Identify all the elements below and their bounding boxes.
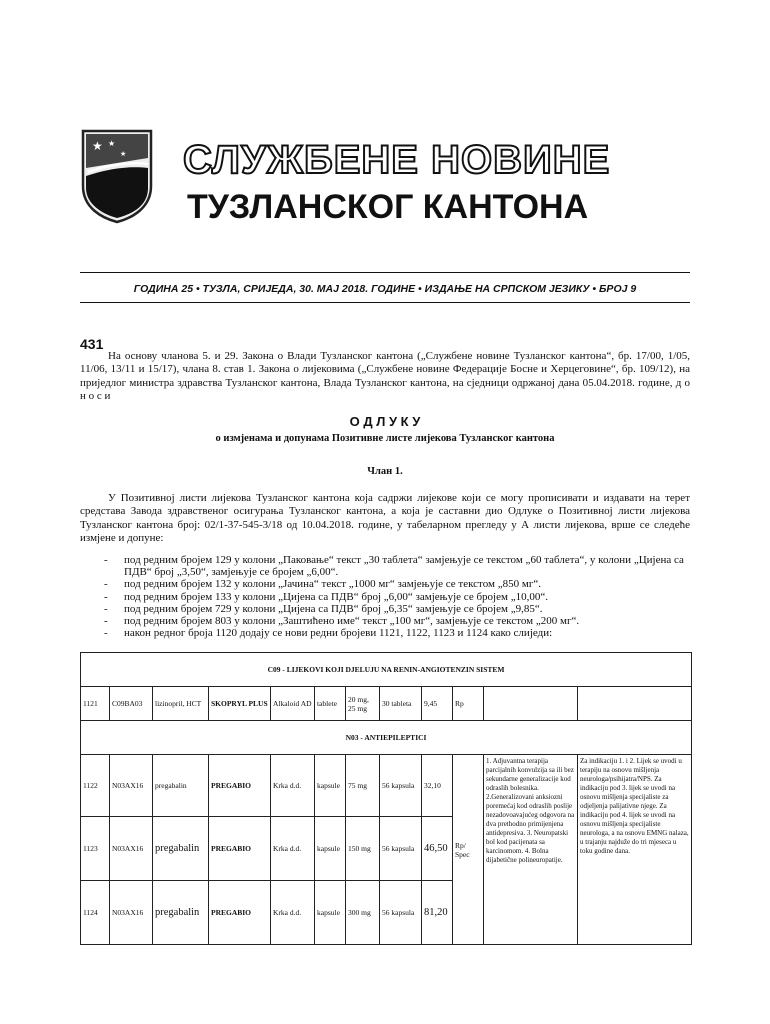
- cell-maker: Krka d.d.: [271, 817, 315, 881]
- svg-text:★: ★: [120, 150, 127, 158]
- cell-maker: Krka d.d.: [271, 755, 315, 817]
- cell-atc: N03AX16: [110, 755, 153, 817]
- cell-indications: 1. Adjuvantna terapija parcijalnih konvulzija sa ili bez sekundarne generalizacije kod odraslih bolesnika. 2.Generalizovani anksiozni poremećaj kod odraslih poslije nezadovoavajućeg odgovora na dva prethodno primijenjena antidepresiva. 3. Neuropatski bol kod pacijenata sa karcinomom. 4. Bolna dijabetične polineuropatije.: [484, 755, 578, 945]
- cell-no: 1121: [81, 687, 110, 721]
- cell-atc: C09BA03: [110, 687, 153, 721]
- cell-no: 1122: [81, 755, 110, 817]
- cell-maker: Krka d.d.: [271, 881, 315, 945]
- cell-strength: 75 mg: [346, 755, 380, 817]
- coat-of-arms-logo: [80, 128, 154, 224]
- cell-inn: pregabalin: [153, 755, 209, 817]
- cell-form: kapsule: [315, 755, 346, 817]
- cell-no: 1123: [81, 817, 110, 881]
- cell-price: 9,45: [422, 687, 453, 721]
- masthead-title-line2: ТУЗЛАНСКОГ КАНТОНА: [187, 188, 589, 226]
- change-item: - под редним бројем 129 у колони „Паковање“ текст „30 таблета“ замјењује се текстом „60 таблета“, у колони „Цијена са ПДВ“ број „3,50“, замјењује се бројем „6,00“.: [80, 554, 692, 578]
- cell-inn: pregabalin: [153, 881, 209, 945]
- cell-empty: [484, 687, 578, 721]
- decision-subtitle: о измјенама и допунама Позитивне листе лијекова Тузланског кантона: [215, 433, 555, 444]
- medicine-table: [80, 652, 692, 945]
- cell-form: tablete: [315, 687, 346, 721]
- cell-atc: N03AX16: [110, 881, 153, 945]
- section-n03: N03 - ANTIEPILEPTICI: [81, 721, 692, 755]
- preamble: На основу чланова 5. и 29. Закона о Влади Тузланског кантона („Службене новине Тузланског кантона“, бр. 17/00, 1/05, 11/06, 13/11 и 15/17), члана 8. став 1. Закона о лијековима („Службене новине Федерације Босне и Херцеговине“, бр. 109/12), на приједлог министра здравства Тузланског кантона, Влада Тузланског кантона, на сједници одржаној дана 05.04.2018. године, д о н о с и: [80, 350, 690, 402]
- svg-text:★: ★: [108, 139, 116, 148]
- cell-no: 1124: [81, 881, 110, 945]
- cell-strength: 20 mg, 25 mg: [346, 687, 380, 721]
- cell-pack: 56 kapsula: [380, 755, 422, 817]
- cell-regime: Rp: [453, 687, 484, 721]
- cell-pack: 56 kapsula: [380, 881, 422, 945]
- change-item: - под редним бројем 133 у колони „Цијена са ПДВ“ број „6,00“ замјењује се бројем „10,00“.: [80, 591, 692, 603]
- cell-brand: PREGABIO: [209, 755, 271, 817]
- cell-form: kapsule: [315, 817, 346, 881]
- issue-line: ГОДИНА 25 • ТУЗЛА, СРИЈЕДА, 30. МАЈ 2018. ГОДИНЕ • ИЗДАЊЕ НА СРПСКОМ ЈЕЗИКУ • БРОЈ 9: [133, 283, 637, 295]
- cell-strength: 300 mg: [346, 881, 380, 945]
- article-heading: Члан 1.: [367, 466, 403, 477]
- masthead-title-line1: СЛУЖБЕНЕ НОВИНЕ: [183, 138, 611, 182]
- cell-pack: 30 tableta: [380, 687, 422, 721]
- cell-strength: 150 mg: [346, 817, 380, 881]
- cell-brand: PREGABIO: [209, 817, 271, 881]
- cell-empty: [578, 687, 692, 721]
- cell-form: kapsule: [315, 881, 346, 945]
- change-item: - под редним бројем 132 у колони „Јачина“ текст „1000 мг“ замјењује се текстом „850 мг“.: [80, 578, 692, 590]
- cell-inn: pregabalin: [153, 817, 209, 881]
- cell-brand: SKOPRYL PLUS: [209, 687, 271, 721]
- cell-price: 46,50: [422, 817, 453, 881]
- change-item: - под редним бројем 803 у колони „Заштићено име“ текст „100 мг“, замјењује се текстом „200 мг“.: [80, 615, 692, 627]
- cell-price: 32,10: [422, 755, 453, 817]
- change-item: - под редним бројем 729 у колони „Цијена са ПДВ“ број „6,35“ замјењује се бројем „9,85“.: [80, 603, 692, 615]
- cell-regime: Rp/ Spec: [453, 755, 484, 945]
- svg-text:★: ★: [92, 139, 103, 153]
- bottom-rule: [80, 302, 690, 303]
- cell-maker: Alkaloid AD: [271, 687, 315, 721]
- cell-pack: 56 kapsula: [380, 817, 422, 881]
- changes-list: [80, 554, 692, 639]
- cell-atc: N03AX16: [110, 817, 153, 881]
- decision-title: О Д Л У К У: [349, 414, 421, 429]
- table-row: [81, 687, 692, 721]
- change-item: - након редног броја 1120 додају се нови редни бројеви 1121, 1122, 1123 и 1124 како слиједи:: [80, 627, 692, 639]
- cell-inn: lizinopril, HCT: [153, 687, 209, 721]
- article-text: У Позитивној листи лијекова Тузланског кантона која садржи лијекове који се могу прописивати и издавати на терет средстава Завода здравственог осигурања Тузланског кантона, а која је саставни дио Одлуке о Позитивној листи лијекова Тузланског кантона број: 02/1-37-545-3/18 од 10.04.2018. године, у табеларном прегледу у А листи лијекова, врше се следеће измјене и допуне:: [80, 492, 690, 544]
- top-rule: [80, 272, 690, 273]
- cell-notes: Za indikaciju 1. i 2. Lijek se uvodi u terapiju na osnovu mišljenja neurologa/psihijatra/NPS. Za indikaciju pod 3. lijek se uvodi na osnovu mišljenja specijaliste za odjeljenja palijativne njege. Za indikaciju pod 4. lijek se uvodi na osnovu mišljenja specijaliste neurologa, a na osnovu EMNG nalaza, u trajanju najduže do tri mjeseca u toku godine dana.: [578, 755, 692, 945]
- table-row: [81, 755, 692, 817]
- cell-brand: PREGABIO: [209, 881, 271, 945]
- section-c09: C09 - LIJEKOVI KOJI DJELUJU NA RENIN-ANGIOTENZIN SISTEM: [81, 653, 692, 687]
- cell-price: 81,20: [422, 881, 453, 945]
- act-number: 431: [80, 336, 104, 352]
